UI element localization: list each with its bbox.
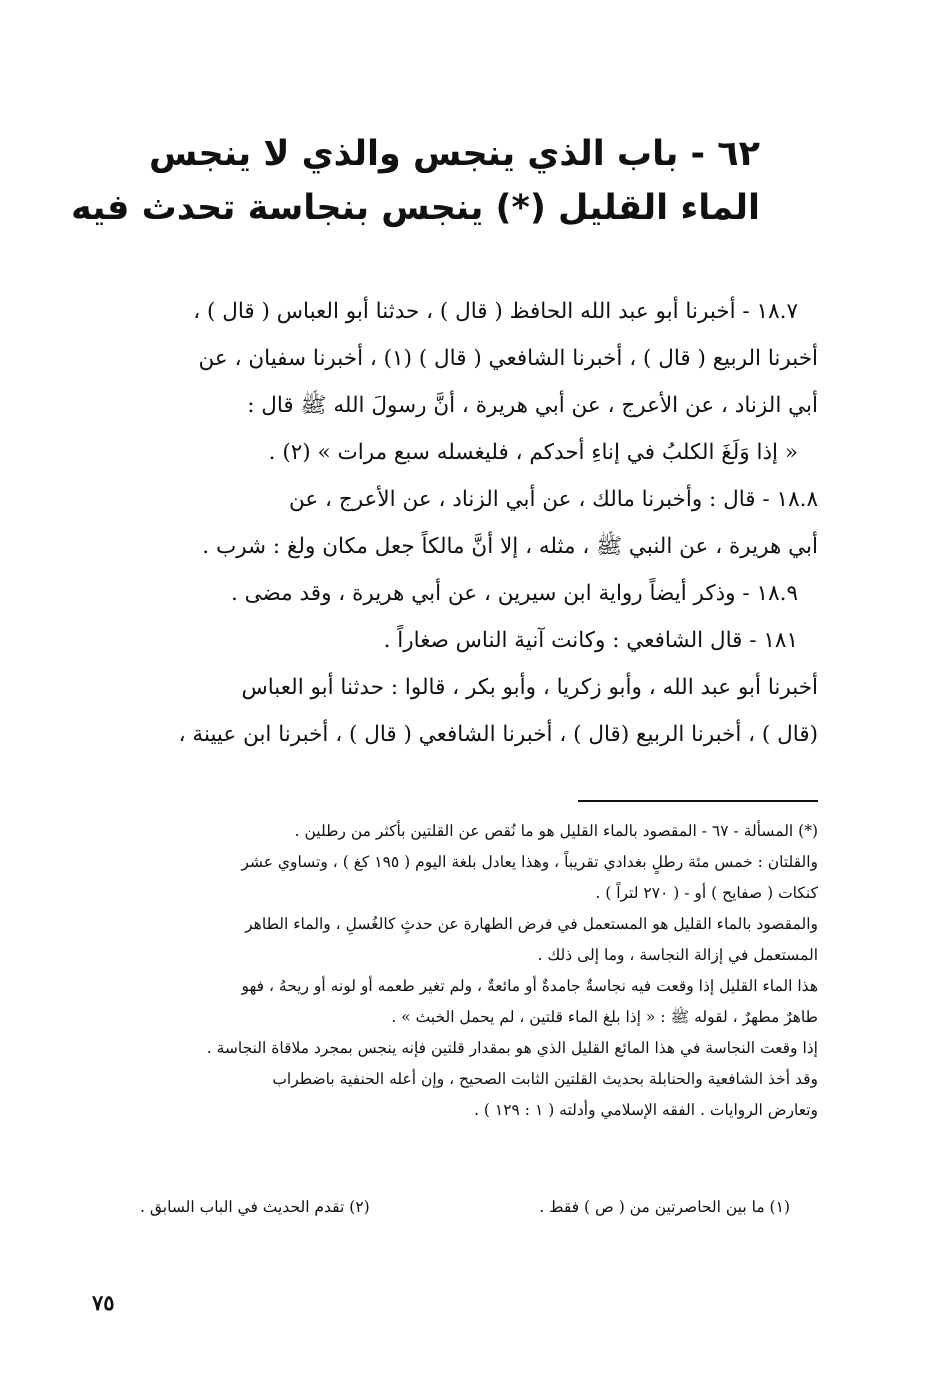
- chapter-title-line-1: ٦٢ - باب الذي ينجس والذي لا ينجس: [149, 134, 760, 174]
- footnote-refs: [140, 1192, 790, 1223]
- footnote-1: (١) ما بين الحاصرتين من ( ص ) فقط .: [539, 1198, 790, 1216]
- text-line: أخبرنا الربيع ( قال ) ، أخبرنا الشافعي ( قال ) (١) ، أخبرنا سفيان ، عن: [198, 346, 818, 371]
- footnote-line: المستعمل في إزالة النجاسة ، وما إلى ذلك .: [537, 946, 818, 964]
- footnote-line: وتعارض الروايات . الفقه الإسلامي وأدلته ( ١ : ١٢٩ ) .: [474, 1101, 818, 1119]
- text-line: أبي الزناد ، عن الأعرج ، عن أبي هريرة ، أنَّ رسولَ الله ﷺ قال :: [247, 393, 818, 418]
- text-line: أخبرنا أبو عبد الله ، وأبو زكريا ، وأبو بكر ، قالوا : حدثنا أبو العباس: [241, 675, 818, 700]
- text-line: ١٨١ - قال الشافعي : وكانت آنية الناس صغاراً .: [383, 628, 798, 653]
- footnote-line: والمقصود بالماء القليل هو المستعمل في فرض الطهارة عن حدثٍ كالغُسلِ ، والماء الطاهر: [245, 915, 818, 933]
- text-line: ١٨.٩ - وذكر أيضاً رواية ابن سيرين ، عن أبي هريرة ، وقد مضى .: [230, 581, 798, 606]
- text-line: ١٨.٧ - أخبرنا أبو عبد الله الحافظ ( قال ) ، حدثنا أبو العباس ( قال ) ،: [193, 299, 798, 324]
- footnote-line: هذا الماء القليل إذا وقعت فيه نجاسةٌ جامدةٌ أو مائعةٌ ، ولم تغير طعمه أو لونه أو ريحهُ ، فهو: [241, 977, 818, 995]
- footnote-2: (٢) تقدم الحديث في الباب السابق .: [140, 1198, 370, 1216]
- text-line: أبي هريرة ، عن النبي ﷺ ، مثله ، إلا أنَّ مالكاً جعل مكان ولغ : شرب .: [202, 534, 818, 559]
- footnote-line: (*) المسألة - ٦٧ - المقصود بالماء القليل هو ما نُقص عن القلتين بأكثر من رطلين .: [294, 822, 818, 840]
- footnote-line: كنكات ( صفايح ) أو - ( ٢٧٠ لتراً ) .: [595, 884, 818, 902]
- text-line: ١٨.٨ - قال : وأخبرنا مالك ، عن أبي الزناد ، عن الأعرج ، عن: [289, 487, 818, 512]
- footnote-line: طاهرٌ مطهرٌ ، لقوله ﷺ : « إذا بلغ الماء قلتين ، لم يحمل الخبث » .: [391, 1008, 818, 1026]
- main-text: [100, 288, 818, 758]
- text-line: (قال ) ، أخبرنا الربيع (قال ) ، أخبرنا الشافعي ( قال ) ، أخبرنا ابن عيينة ،: [178, 722, 818, 747]
- page-number: ٧٥: [92, 1290, 115, 1315]
- footnote-line: إذا وقعت النجاسة في هذا المائع القليل الذي هو بمقدار قلتين فإنه ينجس بمجرد ملاقاة النجاسة .: [206, 1039, 818, 1057]
- footnote-line: وقد أخذ الشافعية والحنابلة بحديث القلتين الثابت الصحيح ، وإن أعله الحنفية باضطراب: [272, 1070, 818, 1088]
- chapter-title-line-2: الماء القليل (*) ينجس بنجاسة تحدث فيه: [71, 188, 760, 228]
- hadith-quote: « إذا وَلَغَ الكلبُ في إناءِ أحدكم ، فليغسله سبع مرات » (٢) .: [268, 440, 798, 465]
- footnotes: [100, 816, 818, 1126]
- footnote-divider: [578, 800, 818, 802]
- footnote-line: والقلتان : خمس مئة رطلٍ بغدادي تقريباً ، وهذا يعادل بلغة اليوم ( ١٩٥ كغ ) ، وتساوي عشر: [241, 853, 818, 871]
